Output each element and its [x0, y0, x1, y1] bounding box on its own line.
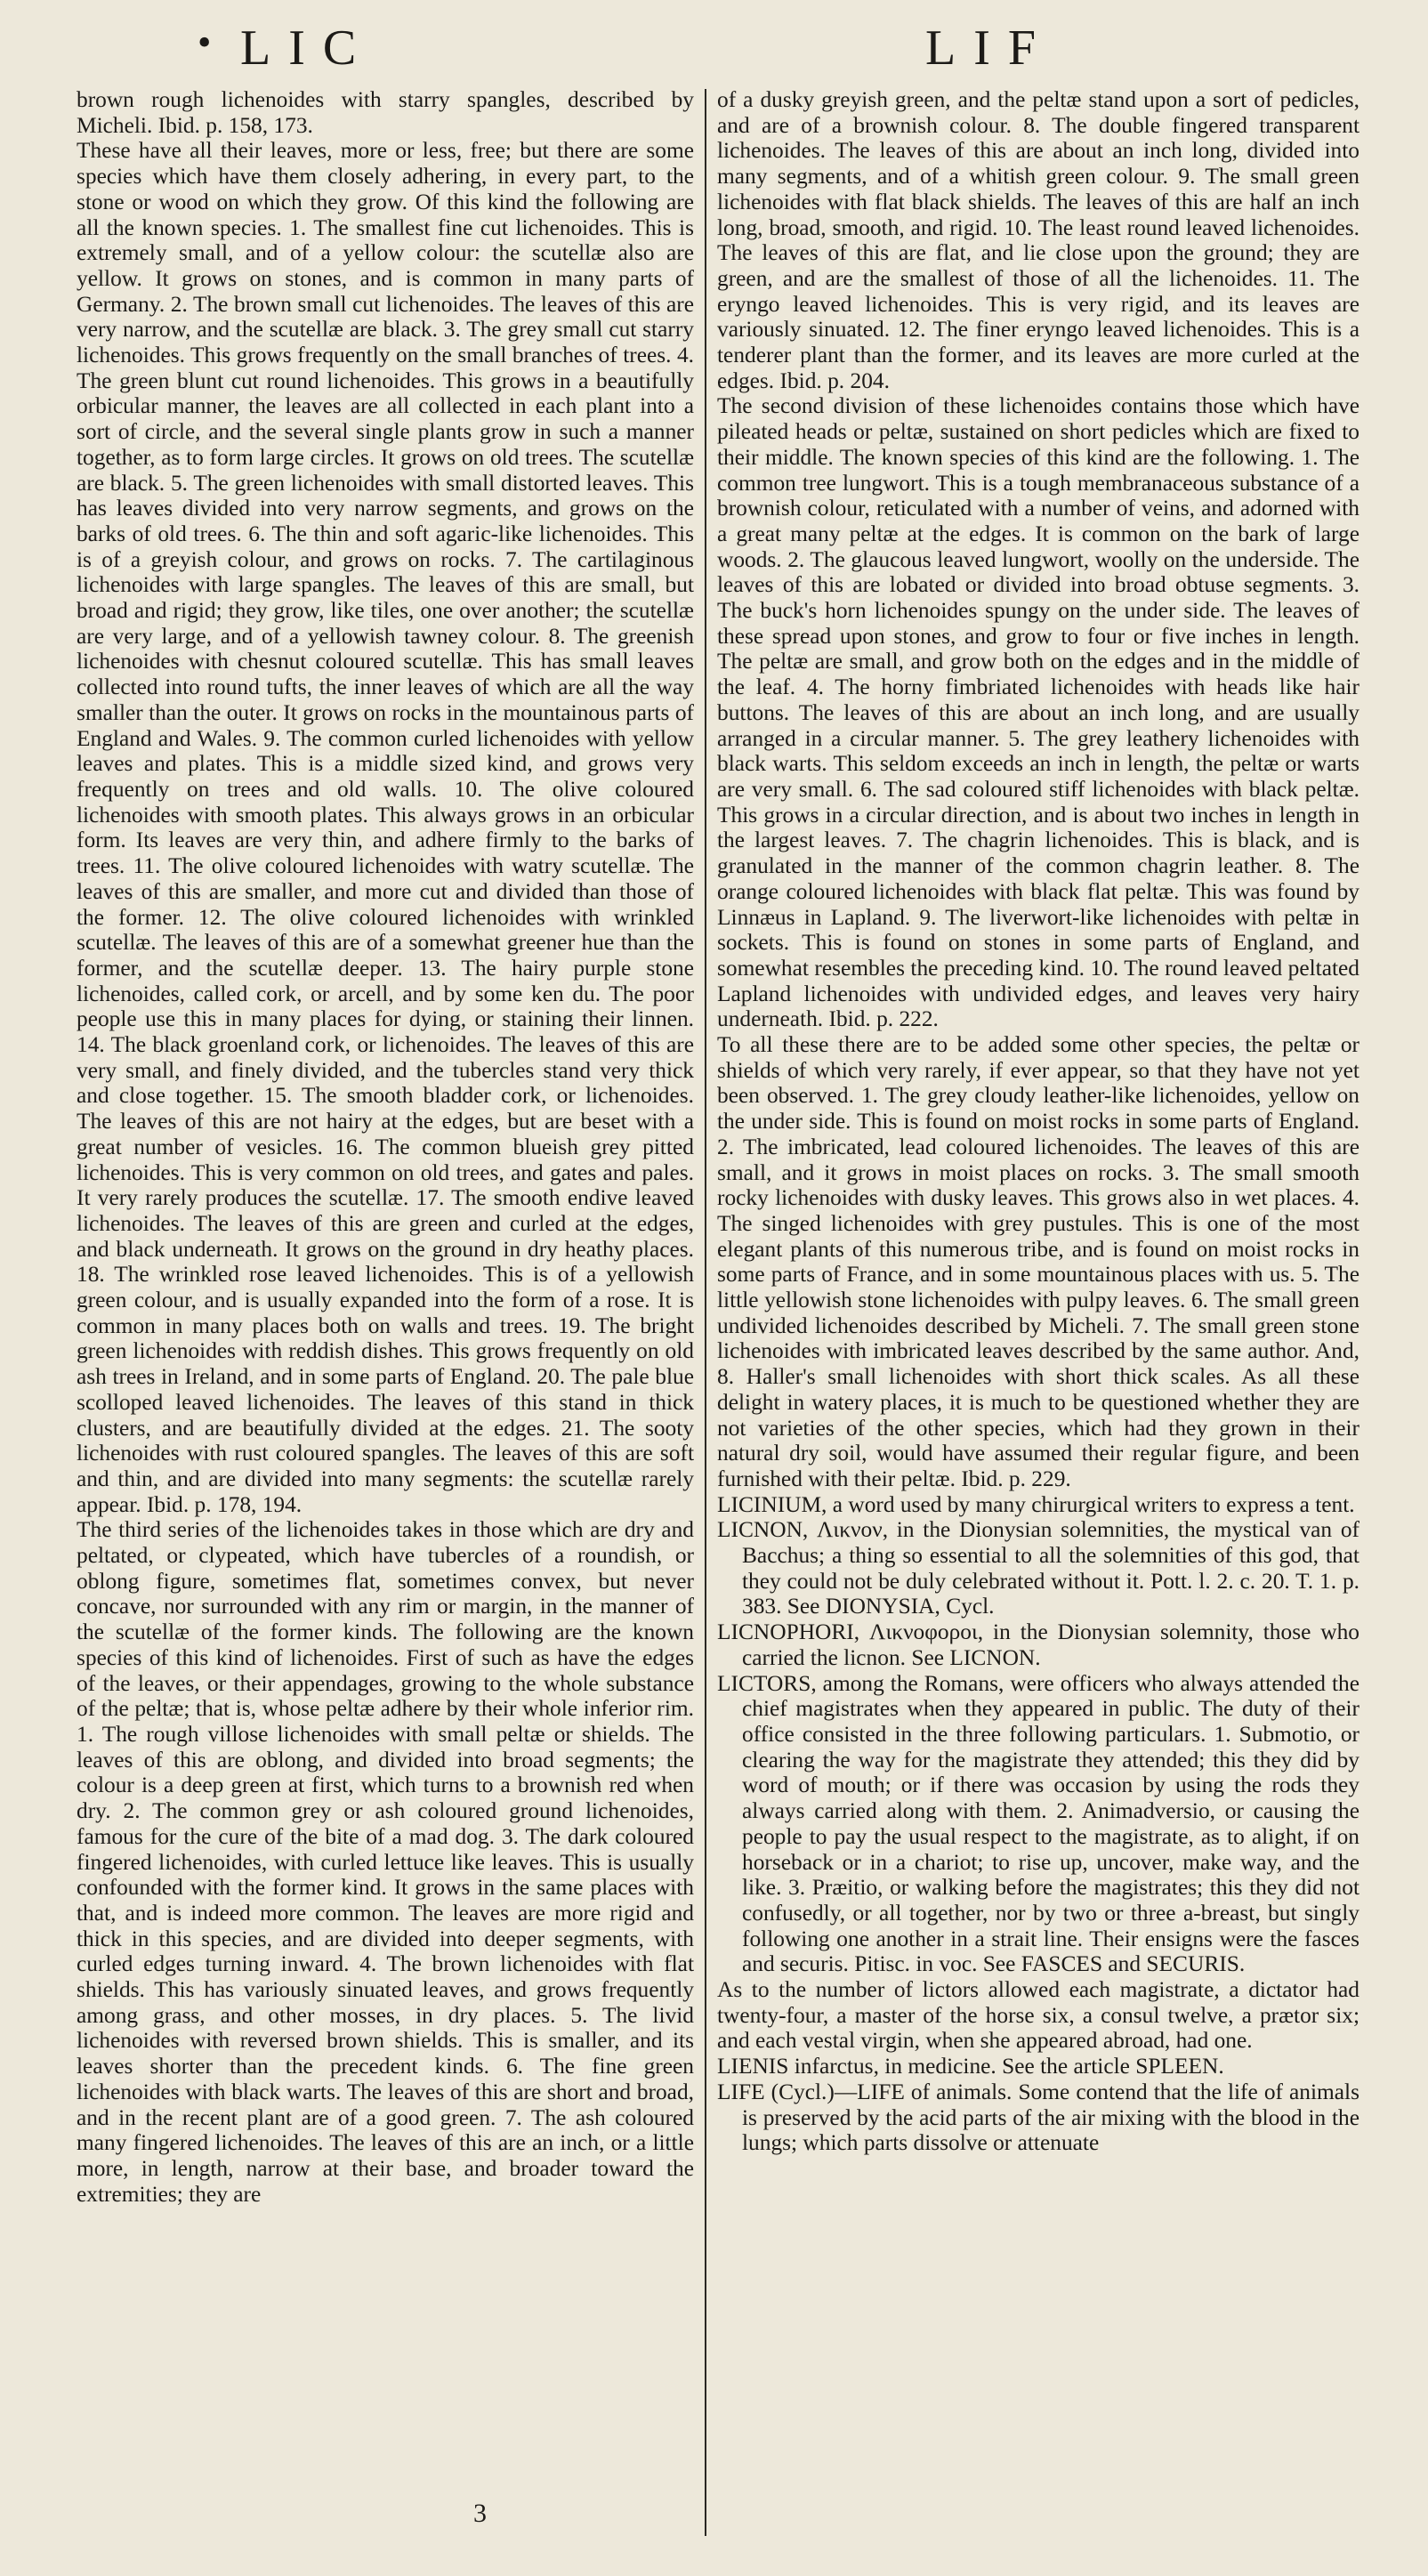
- paragraph: brown rough lichenoides with starry spangles, described by Micheli. Ibid. p. 158, 173.: [77, 87, 694, 138]
- page-number: 3: [473, 2499, 487, 2528]
- paragraph: The second division of these lichenoides contains those which have pileated heads or peltæ, sustained on short pedicles which are fixed to their middle. The known species of this kind are the following. 1. The common tree lungwort. This is a tough membranaceous substance of a brownish colour, reticulated with a number of veins, and adorned with a great many peltæ at the edges. It is common on the bark of large woods. 2. The glaucous leaved lungwort, woolly on the underside. The leaves of this are lobated or divided into broad obtuse segments. 3. The buck's horn lichenoides spungy on the under side. The leaves of these spread upon stones, and grow to four or five inches in length. The peltæ are small, and grow both on the edges and in the middle of the leaf. 4. The horny fimbriated lichenoides with heads like hair buttons. The leaves of this are about an inch long, and are usually arranged in a circular manner. 5. The grey leathery lichenoides with black warts. This seldom exceeds an inch in length, the peltæ or warts are very small. 6. The sad coloured stiff lichenoides with black peltæ. This grows in a circular direction, and is about two inches in length in the largest leaves. 7. The chagrin lichenoides. This is black, and is granulated in the manner of the common chagrin leather. 8. The orange coloured lichenoides with black flat peltæ. This was found by Linnæus in Lapland. 9. The liverwort-like lichenoides with peltæ in sockets. This is found on stones in some parts of England, and somewhat resembles the preceding kind. 10. The round leaved peltated Lapland lichenoides with undivided edges, and leaves very hairy underneath. Ibid. p. 222.: [717, 393, 1359, 1032]
- paragraph: of a dusky greyish green, and the peltæ stand upon a sort of pedicles, and are of a brownish colour. 8. The double fingered transparent lichenoides. The leaves of this are about an inch long, divided into many segments, and of a whitish green colour. 9. The small green lichenoides with flat black shields. The leaves of this are half an inch long, broad, smooth, and rigid. 10. The least round leaved lichenoides. The leaves of this are flat, and lie close upon the ground; they are green, and are the smallest of those of all the lichenoides. 11. The eryngo leaved lichenoides. This is very rigid, and its leaves are variously sinuated. 12. The finer eryngo leaved lichenoides. This is a tenderer plant than the former, and its leaves are more curled at the edges. Ibid. p. 204.: [717, 87, 1359, 393]
- paragraph: As to the number of lictors allowed each magistrate, a dictator had twenty-four, a master of the horse six, a consul twelve, a prætor six; and each vestal virgin, when she appeared abroad, had one.: [717, 1977, 1359, 2054]
- paragraph: To all these there are to be added some other species, the peltæ or shields of which very rarely, if ever appear, so that they have not yet been observed. 1. The grey cloudy leather-like lichenoides, yellow on the under side. This is found on moist rocks in some parts of England. 2. The imbricated, lead coloured lichenoides. The leaves of this are small, and it grows in moist places on rocks. 3. The small smooth rocky lichenoides with dusky leaves. This grows also in wet places. 4. The singed lichenoides with grey pustules. This is one of the most elegant plants of this numerous tribe, and is found on moist rocks in some parts of France, and in some mountainous places with us. 5. The little yellowish stone lichenoides with pulpy leaves. 6. The small green undivided lichenoides described by Micheli. 7. The small green stone lichenoides with imbricated leaves described by the same author. And, 8. Haller's small lichenoides with short thick scales. As all these delight in watery places, it is much to be questioned whether they are not varieties of the other species, which had they grown in their natural dry soil, would have assumed their regular figure, and been furnished with their peltæ. Ibid. p. 229.: [717, 1032, 1359, 1491]
- entry-life: LIFE (Cycl.)—LIFE of animals. Some contend that the life of animals is preserved by the acid parts of the air mixing with the blood in the lungs; which parts dissolve or attenuate: [717, 2079, 1359, 2156]
- entry-lictors: LICTORS, among the Romans, were officers who always attended the chief magistrates when they appeared in public. The duty of their office consisted in the three following particulars. 1. Submotio, or clearing the way for the magistrate they attended; this they did by word of mouth; or if there was occasion by using the rods they always carried along with them. 2. Animadversio, or causing the people to pay the usual respect to the magistrate, as to alight, if on horseback or in a chariot; to rise up, uncover, make way, and the like. 3. Præitio, or walking before the magistrates; this they did not confusedly, or all together, nor by two or three a-breast, but singly following one another in a strait line. Their ensigns were the fasces and securis. Pitisc. in voc. See FASCES and SECURIS.: [717, 1670, 1359, 1977]
- paragraph: These have all their leaves, more or less, free; but there are some species which have them closely adhering, in every part, to the stone or wood on which they grow. Of this kind the following are all the known species. 1. The smallest fine cut lichenoides. This is extremely small, and of a yellow colour: the scutellæ also are yellow. It grows on stones, and is common in many parts of Germany. 2. The brown small cut lichenoides. The leaves of this are very narrow, and the scutellæ are black. 3. The grey small cut starry lichenoides. This grows frequently on the small branches of trees. 4. The green blunt cut round lichenoides. This grows in a beautifully orbicular manner, the leaves are all collected in each plant into a sort of circle, and the several single plants grow in such a manner together, as to form large circles. It grows on old trees. The scutellæ are black. 5. The green lichenoides with small distorted leaves. This has leaves divided into very narrow segments, and grows on the barks of old trees. 6. The thin and soft agaric-like lichenoides. This is of a greyish colour, and grows on rocks. 7. The cartilaginous lichenoides with large spangles. The leaves of this are small, but broad and rigid; they grow, like tiles, one over another; the scutellæ are very large, and of a yellowish tawney colour. 8. The greenish lichenoides with chesnut coloured scutellæ. This has small leaves collected into round tufts, the inner leaves of which are all the way smaller than the outer. It grows on rocks in the mountainous parts of England and Wales. 9. The common curled lichenoides with yellow leaves and plates. This is a middle sized kind, and grows very frequently on trees and old walls. 10. The olive coloured lichenoides with smooth plates. This always grows in an orbicular form. Its leaves are very thin, and adhere firmly to the barks of trees. 11. The olive coloured lichenoides with watry scutellæ. The leaves of this are smaller, and more cut and divided than those of the former. 12. The olive coloured lichenoides with wrinkled scutellæ. The leaves of this are of a somewhat greener hue than the former, and the scutellæ deeper. 13. The hairy purple stone lichenoides, called cork, or arcell, and by some ken du. The poor people use this in many places for dying, or staining their linnen. 14. The black groenland cork, or lichenoides. The leaves of this are very small, and finely divided, and the tubercles stand very thick and close together. 15. The smooth bladder cork, or lichenoides. The leaves of this are not hairy at the edges, but are beset with a great number of vesicles. 16. The common blueish grey pitted lichenoides. This is very common on old trees, and gates and pales. It very rarely produces the scutellæ. 17. The smooth endive leaved lichenoides. The leaves of this are green and curled at the edges, and black underneath. It grows on the ground in dry heathy places. 18. The wrinkled rose leaved lichenoides. This is of a yellowish green colour, and is usually expanded into the form of a rose. It is common in many places both on walls and trees. 19. The bright green lichenoides with reddish dishes. This grows frequently on old ash trees in Ireland, and in some parts of England. 20. The pale blue scolloped leaved lichenoides. The leaves of this stand in thick clusters, and are beautifully divided at the edges. 21. The sooty lichenoides with rust coloured spangles. The leaves of this are soft and thin, and are divided into many segments: the scutellæ rarely appear. Ibid. p. 178, 194.: [77, 138, 694, 1517]
- running-head-right: LIF: [925, 20, 1053, 76]
- entry-licnophori: LICNOPHORI, Λικνοφοροι, in the Dionysian solemnity, those who carried the licnon. See LICNON.: [717, 1619, 1359, 1670]
- entry-licinium: LICINIUM, a word used by many chirurgical writers to express a tent.: [717, 1491, 1355, 1517]
- left-column: [77, 87, 694, 2456]
- column-divider: [705, 89, 706, 2536]
- paragraph: The third series of the lichenoides takes in those which are dry and peltated, or clypeated, which have tubercles of a roundish, or oblong figure, sometimes flat, sometimes convex, but never concave, nor surrounded with any rim or margin, in the manner of the scutellæ of the former kinds. The following are the known species of this kind of lichenoides. First of such as have the edges of the leaves, or their appendages, growing to the whole substance of the peltæ; that is, whose peltæ adhere by their whole inferior rim. 1. The rough villose lichenoides with small peltæ or shields. The leaves of this are oblong, and divided into broad segments; the colour is a deep green at first, which turns to a brownish red when dry. 2. The common grey or ash coloured ground lichenoides, famous for the cure of the bite of a mad dog. 3. The dark coloured fingered lichenoides, with curled lettuce like leaves. This is usually confounded with the former kind. It grows in the same places with that, and is indeed more common. The leaves are more rigid and thick in this species, and are divided into deeper segments, with curled edges turning inward. 4. The brown lichenoides with flat shields. This has variously sinuated leaves, and grows frequently among grass, and other mosses, in dry places. 5. The livid lichenoides with reversed brown shields. This is smaller, and its leaves shorter than the precedent kinds. 6. The fine green lichenoides with black warts. The leaves of this are short and broad, and in the recent plant are of a good green. 7. The ash coloured many fingered lichenoides. The leaves of this are an inch, or a little more, in length, narrow at their base, and broader toward the extremities; they are: [77, 1517, 694, 2207]
- running-head-left: LIC: [240, 20, 375, 76]
- header-bullet: •: [198, 20, 212, 64]
- right-column: [717, 87, 1359, 2552]
- entry-lienis: LIENIS infarctus, in medicine. See the article SPLEEN.: [717, 2054, 1224, 2079]
- entry-licnon: LICNON, Λικνον, in the Dionysian solemnities, the mystical van of Bacchus; a thing so essential to all the solemnities of this god, that they could not be duly celebrated without it. Pott. l. 2. c. 20. T. 1. p. 383. See DIONYSIA, Cycl.: [717, 1517, 1359, 1619]
